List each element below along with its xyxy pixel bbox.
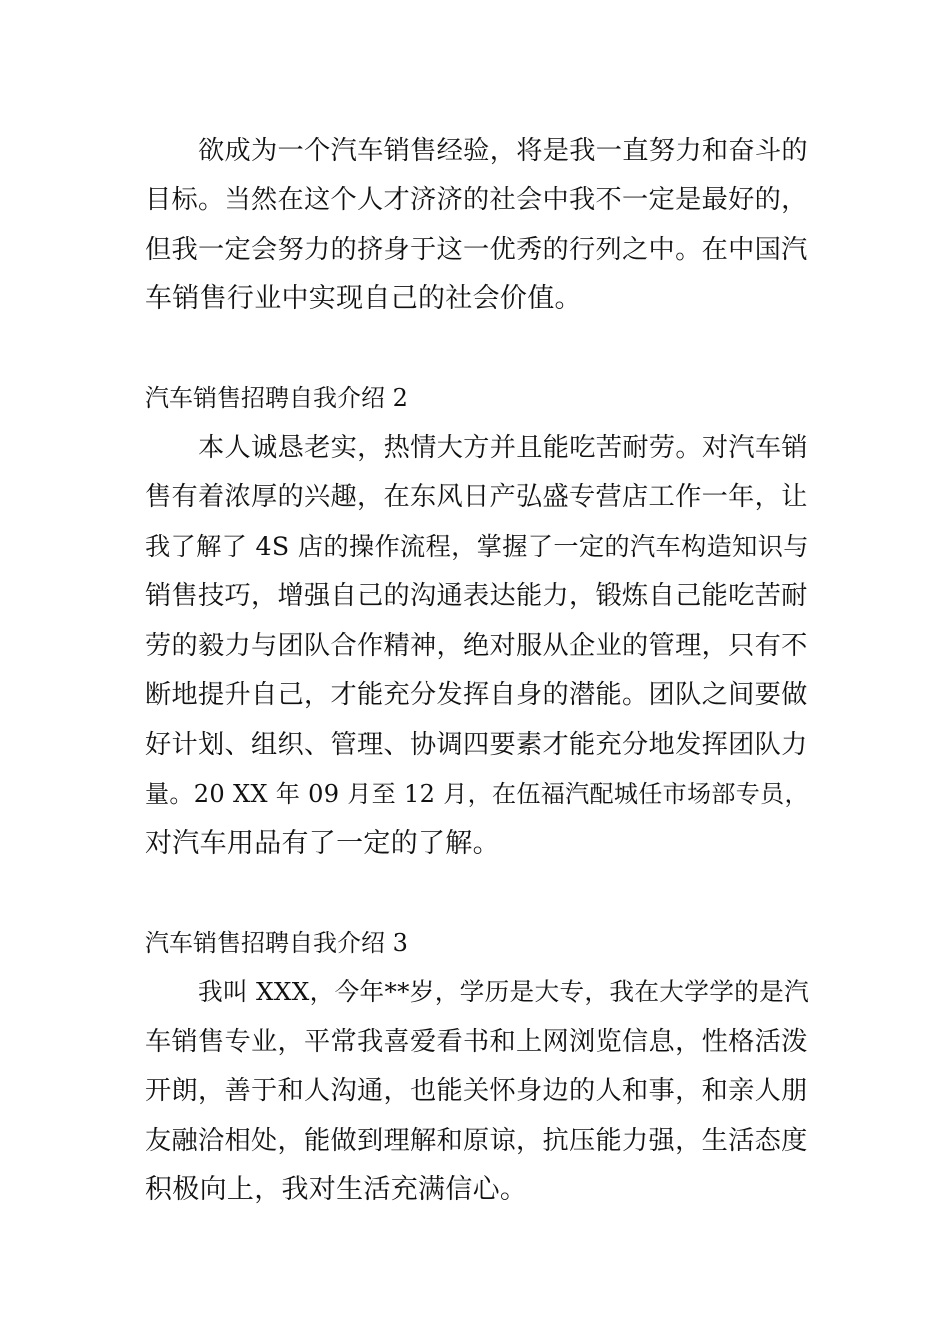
paragraph-line: 友融洽相处，能做到理解和原谅，抗压能力强，生活态度	[145, 1126, 808, 1156]
paragraph-line: 断地提升自己，才能充分发挥自身的潜能。团队之间要做	[145, 680, 808, 710]
paragraph-line: 目标。当然在这个人才济济的社会中我不一定是最好的，	[145, 185, 808, 215]
paragraph-line: 劳的毅力与团队合作精神，绝对服从企业的管理，只有不	[145, 631, 808, 661]
paragraph-line: 本人诚恳老实，热情大方并且能吃苦耐劳。对汽车销	[198, 433, 808, 463]
paragraph-line: 欲成为一个汽车销售经验，将是我一直努力和奋斗的	[198, 136, 808, 166]
section-heading: 汽车销售招聘自我介绍 3	[145, 929, 408, 957]
paragraph-line: 车销售专业，平常我喜爱看书和上网浏览信息，性格活泼	[145, 1027, 808, 1057]
paragraph-line: 我叫 XXX，今年**岁，学历是大专，我在大学学的是汽	[198, 977, 810, 1006]
paragraph-line: 量。20 XX 年 09 月至 12 月，在伍福汽配城任市场部专员，	[145, 780, 809, 808]
section-heading: 汽车销售招聘自我介绍 2	[145, 384, 408, 412]
paragraph-line: 开朗，善于和人沟通，也能关怀身边的人和事，和亲人朋	[145, 1076, 808, 1106]
paragraph-line: 好计划、组织、管理、协调四要素才能充分地发挥团队力	[145, 730, 808, 760]
paragraph-line: 售有着浓厚的兴趣，在东风日产弘盛专营店工作一年，让	[145, 482, 808, 512]
paragraph-line: 对汽车用品有了一定的了解。	[145, 828, 500, 859]
paragraph-line: 我了解了 4S 店的操作流程，掌握了一定的汽车构造知识与	[145, 532, 809, 561]
paragraph-line: 积极向上，我对生活充满信心。	[145, 1174, 528, 1205]
paragraph-line: 销售技巧，增强自己的沟通表达能力，锻炼自己能吃苦耐	[145, 581, 808, 611]
paragraph-line: 但我一定会努力的挤身于这一优秀的行列之中。在中国汽	[145, 235, 808, 265]
paragraph-line: 车销售行业中实现自己的社会价值。	[145, 283, 582, 314]
